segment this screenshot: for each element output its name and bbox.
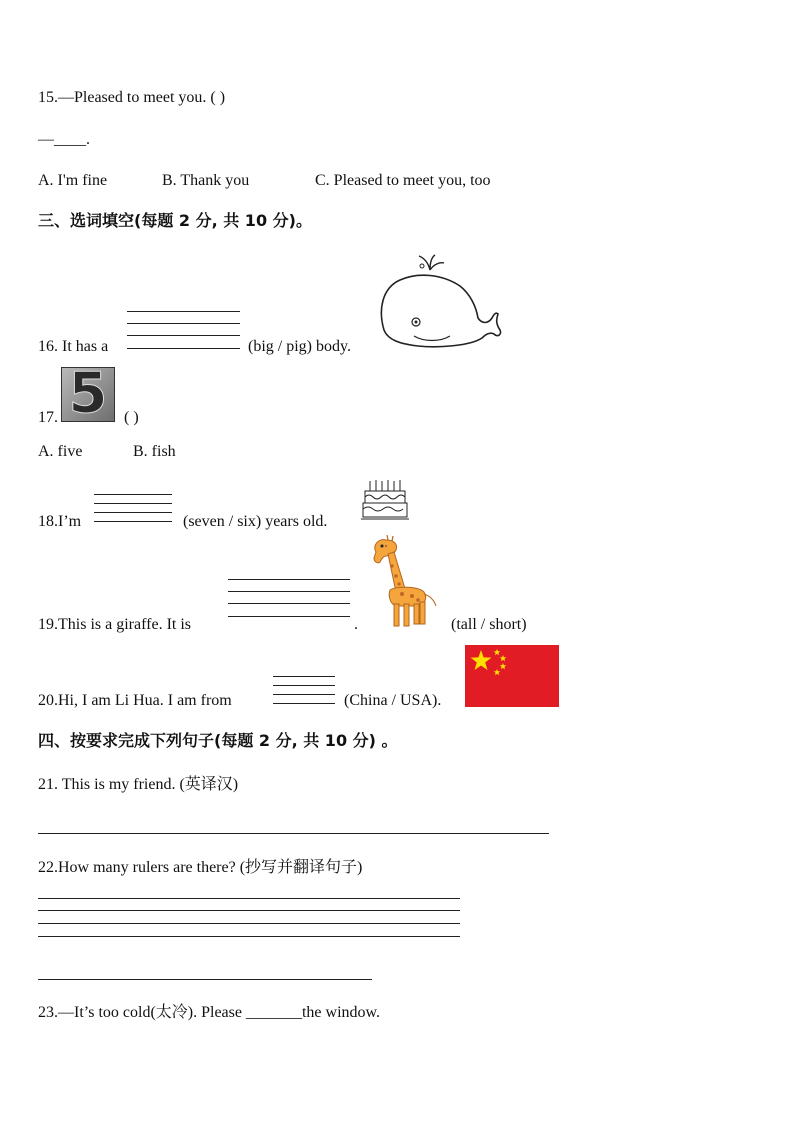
whale-image [378, 252, 504, 348]
q20-prefix: 20.Hi, I am Li Hua. I am from [38, 692, 232, 709]
section-3-heading: 三、选词填空(每题 2 分, 共 10 分)。 [38, 211, 312, 230]
q21-answer-line[interactable] [38, 833, 549, 834]
giraffe-image [362, 534, 442, 630]
digit-five: 5 [68, 361, 108, 426]
q15-option-b: B. Thank you [162, 172, 250, 189]
q17-number: 17. [38, 409, 58, 426]
q19-prefix: 19.This is a giraffe. It is [38, 616, 192, 633]
q21-text: 21. This is my friend. (英译汉) [38, 776, 239, 793]
section-4-heading: 四、按要求完成下列句子(每题 2 分, 共 10 分) 。 [38, 731, 398, 750]
q15-reply: —____. [38, 131, 90, 148]
q19-period: . [354, 616, 358, 633]
number-five-image [61, 361, 115, 426]
q17-option-a: A. five [38, 443, 83, 460]
q19-answer-blank[interactable] [228, 579, 350, 619]
china-flag-image [465, 645, 559, 707]
q15-prompt: 15.—Pleased to meet you. ( ) [38, 89, 226, 106]
q17-option-b: B. fish [133, 443, 176, 460]
q22-translation-line[interactable] [38, 979, 372, 980]
q17-paren: ( ) [124, 409, 139, 426]
q19-choice: (tall / short) [451, 616, 527, 633]
q18-choice: (seven / six) years old. [183, 513, 328, 530]
q15-option-c: C. Pleased to meet you, too [315, 172, 491, 189]
birthday-cake-image [360, 477, 410, 523]
q22-text: 22.How many rulers are there? (抄写并翻译句子) [38, 859, 363, 876]
q23-text: 23.—It’s too cold(太冷). Please _______the window. [38, 1004, 381, 1021]
q18-prefix: 18.I’m [38, 513, 82, 530]
q20-answer-blank[interactable] [273, 676, 335, 706]
q18-answer-blank[interactable] [94, 494, 172, 524]
q16-answer-blank[interactable] [127, 311, 240, 351]
q20-choice: (China / USA). [344, 692, 442, 709]
q15-option-a: A. I'm fine [38, 172, 108, 189]
q16-prefix: 16. It has a [38, 338, 109, 355]
q22-copy-lines[interactable] [38, 898, 460, 938]
q16-choice: (big / pig) body. [248, 338, 351, 355]
